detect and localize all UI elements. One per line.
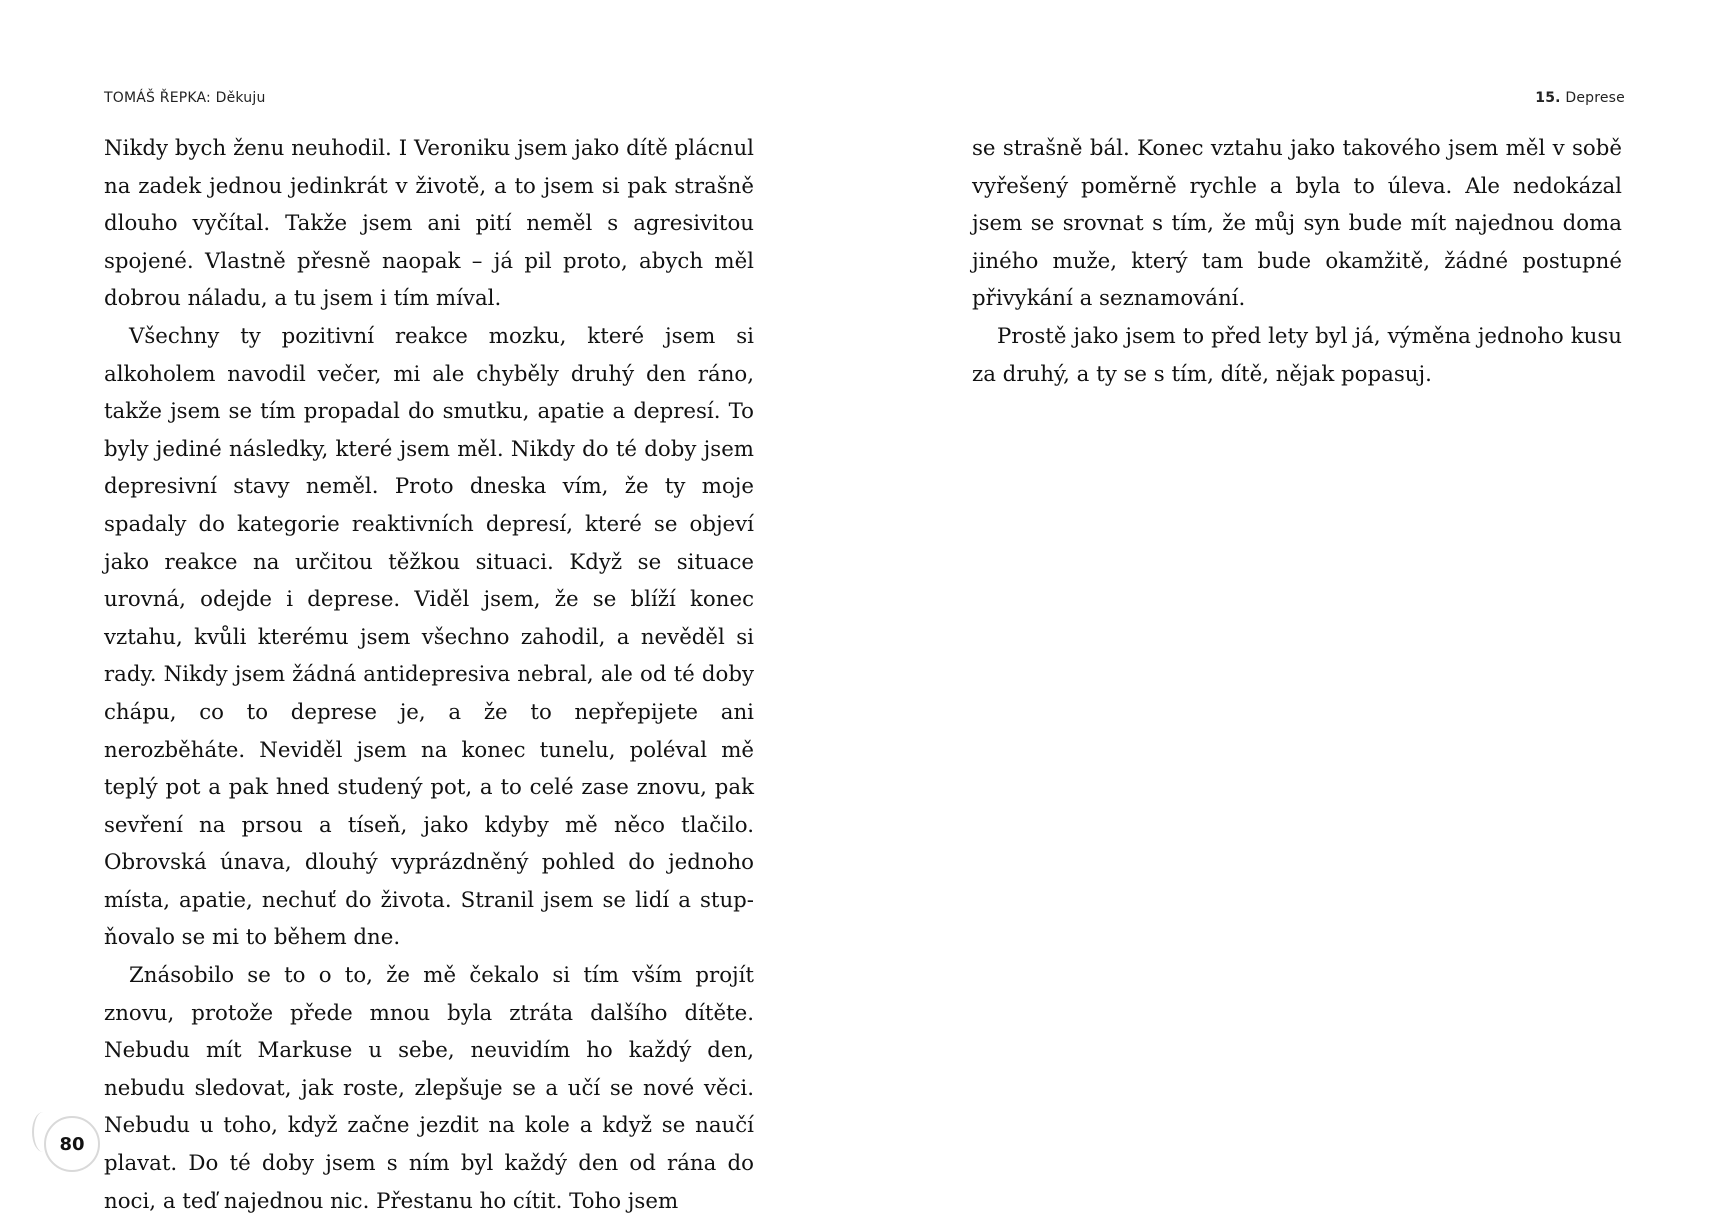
- paragraph: se strašně bál. Konec vztahu jako takového jsem měl v sobě vyřešený poměrně rychle a byla to úleva. Ale nedokázal jsem se srovnat s tím, že můj syn bude mít najednou doma jiného muže, který tam bude okamžitě, žádné postupné přivykání a seznamování.: [972, 136, 1622, 312]
- page-number-badge: [44, 1116, 100, 1172]
- chapter-title: Deprese: [1565, 90, 1625, 106]
- running-header-chapter: [1535, 90, 1625, 106]
- paragraph: Nikdy bych ženu neuhodil. I Veroniku jsem jako dítě plácnul na zadek jednou jedinkrát v životě, a to jsem si pak strašně dlouho vyčítal. Takže jsem ani pití neměl s agresivitou spojené. Vlastně přesně naopak – já pil proto, abych měl dobrou náladu, a tu jsem i tím míval.: [104, 136, 754, 312]
- paragraph: Znásobilo se to o to, že mě čekalo si tím vším projít znovu, protože přede mnou byla ztráta dalšího dítěte. Nebudu mít Markuse u sebe, neuvidím ho každý den, nebudu sledovat, jak roste, zlepšuje se a učí se nové věci. Nebudu u toho, když začne jezdit na kole a když se naučí plavat. Do té doby jsem s ním byl každý den od rána do noci, a teď najednou nic. Přestanu ho cítit. Toho jsem: [104, 963, 754, 1214]
- paragraph: Prostě jako jsem to před lety byl já, výměna jednoho kusu za druhý, a ty se s tím, dítě, nějak popasuj.: [972, 323, 1622, 387]
- paragraph: Všechny ty pozitivní reakce mozku, které jsem si alkoholem navodil večer, mi ale chyběly druhý den ráno, takže jsem se tím propadal do smutku, apatie a depresí. To byly jediné následky, které jsem měl. Nikdy do té doby jsem depresivní stavy neměl. Proto dneska vím, že ty moje spadaly do kategorie reaktivních depresí, které se objeví jako reakce na určitou těžkou situaci. Když se situace urovná, odejde i deprese. Viděl jsem, že se blíží konec vztahu, kvůli kterému jsem všechno zahodil, a nevěděl si rady. Nikdy jsem žádná antidepresiva nebral, ale od té doby chápu, co to deprese je, a že to nepřepijete ani nerozběháte. Neviděl jsem na konec tunelu, poléval mě teplý pot a pak hned studený pot, a to celé zase znovu, pak sevření na prsou a tíseň, jako kdyby mě něco tlačilo. Obrovská únava, dlouhý vyprázdněný pohled do jednoho místa, apatie, nechuť do života. Stranil jsem se lidí a stupňovalo se mi to během dne.: [104, 323, 754, 951]
- left-page-text: [104, 130, 754, 1220]
- page-number: 80: [59, 1133, 85, 1155]
- running-header-author-title: TOMÁŠ ŘEPKA: Děkuju: [104, 90, 266, 106]
- right-page-text: [972, 130, 1622, 393]
- chapter-number: 15.: [1535, 90, 1561, 106]
